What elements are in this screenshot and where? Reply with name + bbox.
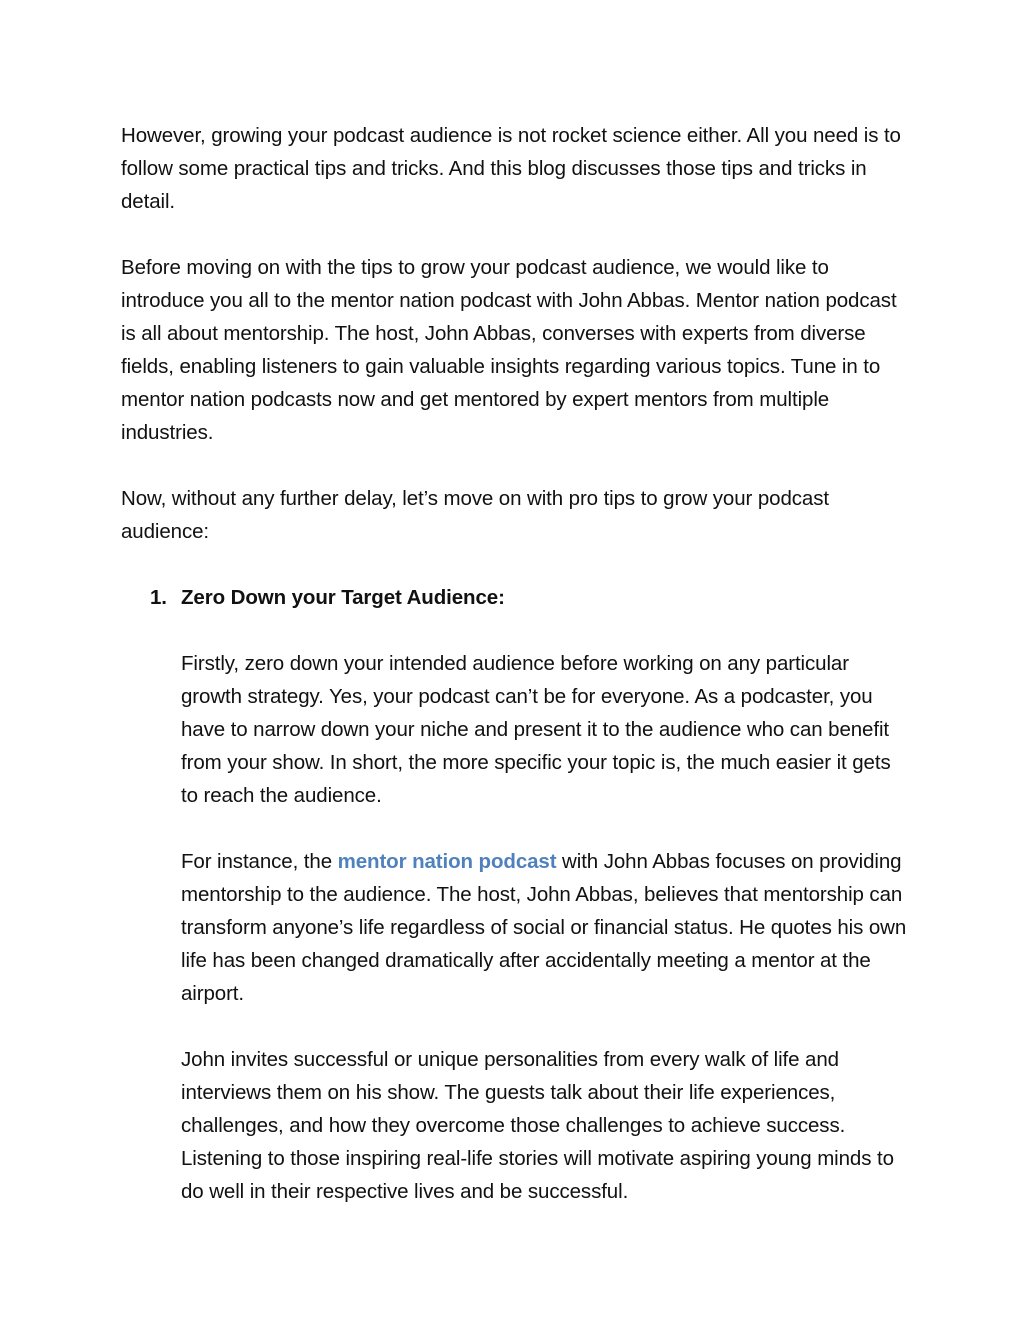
intro-paragraph: However, growing your podcast audience is not rocket science either. All you need is to follow some practical tips and tricks. And this blog discusses those tips and tricks in detail. xyxy=(121,124,901,213)
mentor-nation-podcast-link[interactable]: mentor nation podcast xyxy=(337,850,557,873)
list-number: 1. xyxy=(150,586,167,609)
list-item-target-audience xyxy=(121,581,911,1208)
example-text-after: with John Abbas focuses on providing mentorship to the audience. The host, John Abbas, believes that mentorship can transform anyone’s life regardless of social or financial status. He quotes his own life has been changed dramatically after accidentally meeting a mentor at the airport. xyxy=(181,850,907,1005)
list-heading: Zero Down your Target Audience: xyxy=(181,586,505,609)
example-paragraph xyxy=(181,845,911,1010)
transition-paragraph: Now, without any further delay, let’s move on with pro tips to grow your podcast audience: xyxy=(121,487,829,543)
target-audience-paragraph: Firstly, zero down your intended audience before working on any particular growth strategy. Yes, your podcast can’t be for everyone. As a podcaster, you have to narrow down your niche and present it to the audience who can benefit from your show. In short, the more specific your topic is, the much easier it gets to reach the audience. xyxy=(181,652,891,807)
guests-paragraph: John invites successful or unique personalities from every walk of life and interviews them on his show. The guests talk about their life experiences, challenges, and how they overcome those challenges to achieve success. Listening to those inspiring real-life stories will motivate aspiring young minds to do well in their respective lives and be successful. xyxy=(181,1048,894,1203)
mentor-nation-paragraph: Before moving on with the tips to grow your podcast audience, we would like to introduce you all to the mentor nation podcast with John Abbas. Mentor nation podcast is all about mentorship. The host, John Abbas, converses with experts from diverse fields, enabling listeners to gain valuable insights regarding various topics. Tune in to mentor nation podcasts now and get mentored by expert mentors from multiple industries. xyxy=(121,256,897,444)
example-text-before: For instance, the xyxy=(181,850,338,873)
document-body xyxy=(121,119,911,1241)
